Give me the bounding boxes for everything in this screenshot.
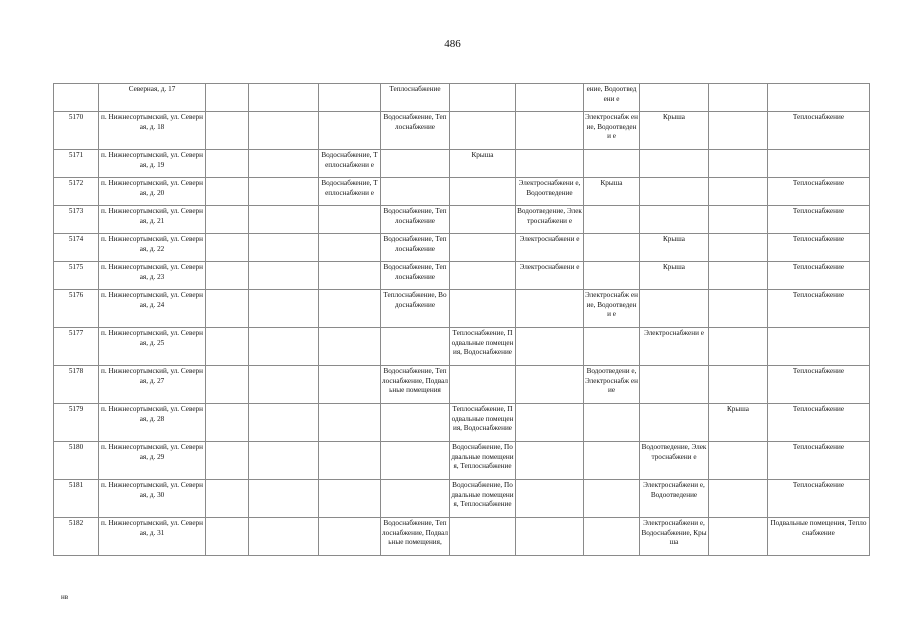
work-type-cell: Крыша <box>450 150 516 178</box>
work-type-cell: Теплоснабжение <box>768 178 870 206</box>
table-row <box>54 518 870 556</box>
work-type-cell <box>584 404 640 442</box>
row-number-cell: 5175 <box>54 262 99 290</box>
row-number-cell: 5171 <box>54 150 99 178</box>
row-number-cell: 5170 <box>54 112 99 150</box>
work-type-cell <box>319 404 381 442</box>
work-type-cell: Теплоснабжение <box>768 262 870 290</box>
work-type-cell <box>206 518 249 556</box>
work-type-cell: Теплоснабжение <box>768 480 870 518</box>
address-cell: п. Нижнесортымский, ул. Северная, д. 19 <box>99 150 206 178</box>
work-type-cell: Электроснабжени е <box>640 328 709 366</box>
work-type-cell: Теплоснабжение, Водоснабжение <box>381 290 450 328</box>
work-type-cell <box>516 518 584 556</box>
work-type-cell <box>206 328 249 366</box>
work-type-cell <box>206 178 249 206</box>
address-cell: п. Нижнесортымский, ул. Северная, д. 24 <box>99 290 206 328</box>
work-type-cell <box>709 518 768 556</box>
row-number-cell: 5178 <box>54 366 99 404</box>
work-type-cell: Водоснабжение, Теплоснабжение <box>381 262 450 290</box>
address-cell: п. Нижнесортымский, ул. Северная, д. 29 <box>99 442 206 480</box>
work-type-cell <box>450 234 516 262</box>
work-type-cell <box>640 150 709 178</box>
work-type-cell: Водоотведение, Электроснабжени е <box>640 442 709 480</box>
work-type-cell <box>319 206 381 234</box>
work-type-cell <box>516 290 584 328</box>
work-type-cell <box>768 150 870 178</box>
row-number-cell: 5182 <box>54 518 99 556</box>
row-number-cell: 5174 <box>54 234 99 262</box>
work-type-cell <box>516 442 584 480</box>
work-type-cell <box>768 84 870 112</box>
work-type-cell <box>249 290 319 328</box>
work-type-cell <box>450 84 516 112</box>
work-type-cell: Водоснабжение, Теплоснабжени е <box>319 178 381 206</box>
work-type-cell: Теплоснабжение <box>768 442 870 480</box>
work-type-cell: Крыша <box>640 112 709 150</box>
work-type-cell <box>640 178 709 206</box>
work-type-cell <box>319 480 381 518</box>
work-type-cell: Водоснабжение, Теплоснабжени е <box>319 150 381 178</box>
work-type-cell: Водоснабжение, Теплоснабжение, Подвальные помещения <box>381 366 450 404</box>
work-type-cell: Электроснабжени е <box>516 234 584 262</box>
work-type-cell <box>381 404 450 442</box>
footer-mark: нв <box>61 593 69 601</box>
work-type-cell: Теплоснабжение <box>768 404 870 442</box>
work-type-cell <box>450 366 516 404</box>
work-type-cell <box>249 404 319 442</box>
work-type-cell <box>206 84 249 112</box>
work-type-cell <box>319 84 381 112</box>
work-type-cell <box>640 290 709 328</box>
work-type-cell <box>709 234 768 262</box>
work-type-cell <box>206 150 249 178</box>
work-type-cell: Теплоснабжение <box>381 84 450 112</box>
work-type-cell <box>249 84 319 112</box>
work-type-cell <box>516 112 584 150</box>
work-type-cell <box>206 206 249 234</box>
work-type-cell <box>584 206 640 234</box>
address-cell: п. Нижнесортымский, ул. Северная, д. 28 <box>99 404 206 442</box>
work-type-cell <box>516 480 584 518</box>
work-type-cell: ение, Водоотведени е <box>584 84 640 112</box>
work-type-cell: Теплоснабжение <box>768 112 870 150</box>
work-type-cell <box>319 518 381 556</box>
work-type-cell <box>450 262 516 290</box>
work-type-cell <box>249 518 319 556</box>
work-type-cell <box>249 442 319 480</box>
work-type-cell: Электроснабжени е, Водоснабжение, Крыша <box>640 518 709 556</box>
address-cell: п. Нижнесортымский, ул. Северная, д. 18 <box>99 112 206 150</box>
work-type-cell: Крыша <box>640 262 709 290</box>
work-type-cell <box>249 112 319 150</box>
table-row <box>54 262 870 290</box>
work-type-cell <box>206 234 249 262</box>
row-number-cell: 5177 <box>54 328 99 366</box>
work-type-cell <box>206 442 249 480</box>
work-type-cell <box>381 480 450 518</box>
work-type-cell <box>319 262 381 290</box>
work-type-cell <box>516 84 584 112</box>
work-type-cell <box>381 150 450 178</box>
work-type-cell: Водоснабжение, Теплоснабжение <box>381 206 450 234</box>
work-type-cell <box>709 112 768 150</box>
work-type-cell <box>450 290 516 328</box>
work-type-cell: Водоснабжение, Подвальные помещения, Теплоснабжение <box>450 480 516 518</box>
row-number-cell: 5180 <box>54 442 99 480</box>
table-row <box>54 290 870 328</box>
table-row <box>54 178 870 206</box>
work-type-cell <box>709 328 768 366</box>
row-number-cell: 5179 <box>54 404 99 442</box>
address-cell: п. Нижнесортымский, ул. Северная, д. 23 <box>99 262 206 290</box>
table-row <box>54 480 870 518</box>
work-type-cell <box>709 206 768 234</box>
table-row <box>54 234 870 262</box>
work-type-cell: Водоотведени е, Электроснабж ение <box>584 366 640 404</box>
work-type-cell <box>249 178 319 206</box>
work-type-cell <box>709 366 768 404</box>
work-type-cell: Теплоснабжение, Подвальные помещения, Водоснабжение <box>450 404 516 442</box>
work-type-cell <box>584 150 640 178</box>
work-type-cell <box>206 290 249 328</box>
work-type-cell <box>640 366 709 404</box>
work-type-cell <box>206 262 249 290</box>
work-type-cell: Электроснабжени е <box>516 262 584 290</box>
work-type-cell <box>319 112 381 150</box>
work-type-cell <box>206 366 249 404</box>
work-type-cell: Водоснабжение, Теплоснабжение <box>381 112 450 150</box>
work-type-cell: Теплоснабжение <box>768 366 870 404</box>
table-row <box>54 150 870 178</box>
work-type-cell <box>450 112 516 150</box>
work-type-cell <box>640 84 709 112</box>
row-number-cell: 5172 <box>54 178 99 206</box>
work-type-cell <box>640 206 709 234</box>
work-type-cell <box>516 328 584 366</box>
work-type-cell <box>249 206 319 234</box>
address-cell: п. Нижнесортымский, ул. Северная, д. 22 <box>99 234 206 262</box>
row-number-cell: 5176 <box>54 290 99 328</box>
work-type-cell <box>319 328 381 366</box>
work-type-cell: Электроснабж ение, Водоотведени е <box>584 112 640 150</box>
work-type-cell <box>709 480 768 518</box>
work-type-cell <box>206 404 249 442</box>
work-type-cell <box>584 442 640 480</box>
work-type-cell <box>249 480 319 518</box>
registry-table <box>53 83 870 556</box>
work-type-cell <box>319 234 381 262</box>
address-cell: п. Нижнесортымский, ул. Северная, д. 21 <box>99 206 206 234</box>
work-type-cell <box>709 442 768 480</box>
work-type-cell <box>584 518 640 556</box>
page-number: 486 <box>444 38 461 50</box>
registry-rows <box>54 84 870 556</box>
work-type-cell: Водоотведение, Электроснабжени е <box>516 206 584 234</box>
table-row <box>54 84 870 112</box>
work-type-cell <box>319 366 381 404</box>
work-type-cell <box>709 290 768 328</box>
work-type-cell <box>249 234 319 262</box>
work-type-cell: Водоснабжение, Теплоснабжение, Подвальные помещения, <box>381 518 450 556</box>
work-type-cell <box>249 328 319 366</box>
address-cell: п. Нижнесортымский, ул. Северная, д. 30 <box>99 480 206 518</box>
work-type-cell <box>319 290 381 328</box>
work-type-cell <box>249 262 319 290</box>
work-type-cell <box>768 328 870 366</box>
address-cell: п. Нижнесортымский, ул. Северная, д. 25 <box>99 328 206 366</box>
work-type-cell: Крыша <box>584 178 640 206</box>
row-number-cell: 5181 <box>54 480 99 518</box>
work-type-cell <box>450 206 516 234</box>
work-type-cell <box>381 442 450 480</box>
work-type-cell <box>381 328 450 366</box>
work-type-cell <box>709 150 768 178</box>
work-type-cell <box>709 262 768 290</box>
work-type-cell <box>450 178 516 206</box>
work-type-cell <box>450 518 516 556</box>
work-type-cell: Подвальные помещения, Теплоснабжение <box>768 518 870 556</box>
address-cell: Северная, д. 17 <box>99 84 206 112</box>
work-type-cell: Крыша <box>640 234 709 262</box>
work-type-cell: Теплоснабжение <box>768 206 870 234</box>
work-type-cell <box>516 404 584 442</box>
row-number-cell <box>54 84 99 112</box>
row-number-cell: 5173 <box>54 206 99 234</box>
work-type-cell: Электроснабжени е, Водоотведение <box>516 178 584 206</box>
table-row <box>54 442 870 480</box>
work-type-cell <box>584 328 640 366</box>
table-row <box>54 206 870 234</box>
address-cell: п. Нижнесортымский, ул. Северная, д. 27 <box>99 366 206 404</box>
work-type-cell <box>584 480 640 518</box>
work-type-cell: Водоснабжение, Теплоснабжение <box>381 234 450 262</box>
work-type-cell <box>584 234 640 262</box>
work-type-cell <box>584 262 640 290</box>
work-type-cell <box>249 150 319 178</box>
table-row <box>54 328 870 366</box>
work-type-cell <box>206 480 249 518</box>
table-row <box>54 366 870 404</box>
address-cell: п. Нижнесортымский, ул. Северная, д. 31 <box>99 518 206 556</box>
work-type-cell: Теплоснабжение <box>768 290 870 328</box>
work-type-cell <box>206 112 249 150</box>
work-type-cell <box>709 178 768 206</box>
work-type-cell <box>640 404 709 442</box>
work-type-cell: Крыша <box>709 404 768 442</box>
table-row <box>54 112 870 150</box>
work-type-cell: Теплоснабжение, Подвальные помещения, Водоснабжение <box>450 328 516 366</box>
work-type-cell <box>709 84 768 112</box>
work-type-cell <box>381 178 450 206</box>
work-type-cell <box>516 150 584 178</box>
work-type-cell <box>516 366 584 404</box>
work-type-cell: Электроснабжени е, Водоотведение <box>640 480 709 518</box>
table-row <box>54 404 870 442</box>
work-type-cell: Теплоснабжение <box>768 234 870 262</box>
work-type-cell: Электроснабж ение, Водоотведени е <box>584 290 640 328</box>
work-type-cell: Водоснабжение, Подвальные помещения, Теплоснабжение <box>450 442 516 480</box>
address-cell: п. Нижнесортымский, ул. Северная, д. 20 <box>99 178 206 206</box>
work-type-cell <box>319 442 381 480</box>
work-type-cell <box>249 366 319 404</box>
